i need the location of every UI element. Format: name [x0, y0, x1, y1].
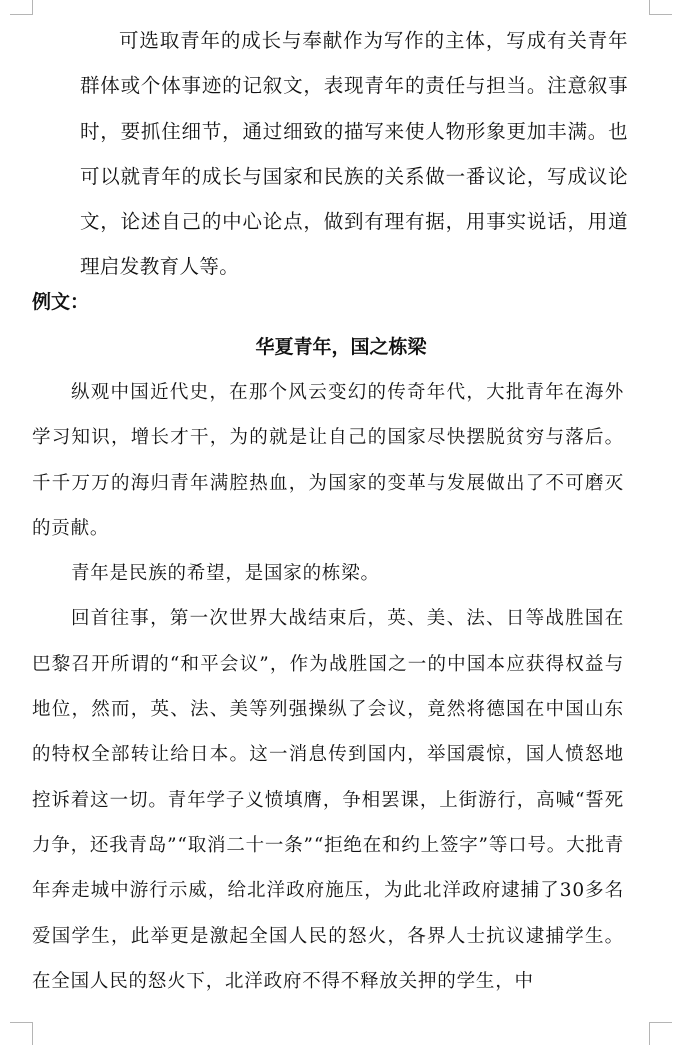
page-corner-mark-bottom-left [10, 1022, 33, 1045]
intro-paragraph: 可选取青年的成长与奉献作为写作的主体，写成有关青年群体或个体事迹的记叙文，表现青年的责任与担当。注意叙事时，要抓住细节，通过细致的描写来使人物形象更加丰满。也可以就青年的成长与国家和民族的关系做一番议论，写成议论文，论述自己的中心论点，做到有理有据，用事实说话，用道理启发教育人等。 [80, 29, 628, 279]
essay-paragraph: 回首往事，第一次世界大战结束后，英、美、法、日等战胜国在巴黎召开所谓的“和平会议”，作为战胜国之一的中国本应获得权益与地位，然而，英、法、美等列强操纵了会议，竟然将德国在中国山东的特权全部转让给日本。这一消息传到国内，举国震惊，国人愤怒地控诉着这一切。青年学子义愤填膺，争相罢课，上街游行，高喊“誓死力争，还我青岛”“取消二十一条”“拒绝在和约上签字”等口号。大批青年奔走城中游行示威，给北洋政府施压，为此北洋政府逮捕了30多名爱国学生，此举更是激起全国人民的怒火，各界人士抗议逮捕学生。在全国人民的怒火下，北洋政府不得不释放关押的学生，中 [32, 608, 624, 992]
essay-paragraph: 青年是民族的希望，是国家的栋梁。 [71, 563, 380, 585]
page-corner-mark-top-right [649, 0, 672, 15]
essay-body [32, 370, 624, 1004]
page-corner-mark-top-left [10, 0, 33, 15]
page-corner-mark-bottom-right [649, 1022, 672, 1045]
essay-title: 华夏青年，国之栋梁 [255, 336, 427, 358]
example-label: 例文： [32, 291, 90, 313]
essay-paragraph: 纵观中国近代史，在那个风云变幻的传奇年代，大批青年在海外学习知识，增长才干，为的就是让自己的国家尽快摆脱贫穷与落后。千千万万的海归青年满腔热血，为国家的变革与发展做出了不可磨灭的贡献。 [32, 382, 624, 539]
